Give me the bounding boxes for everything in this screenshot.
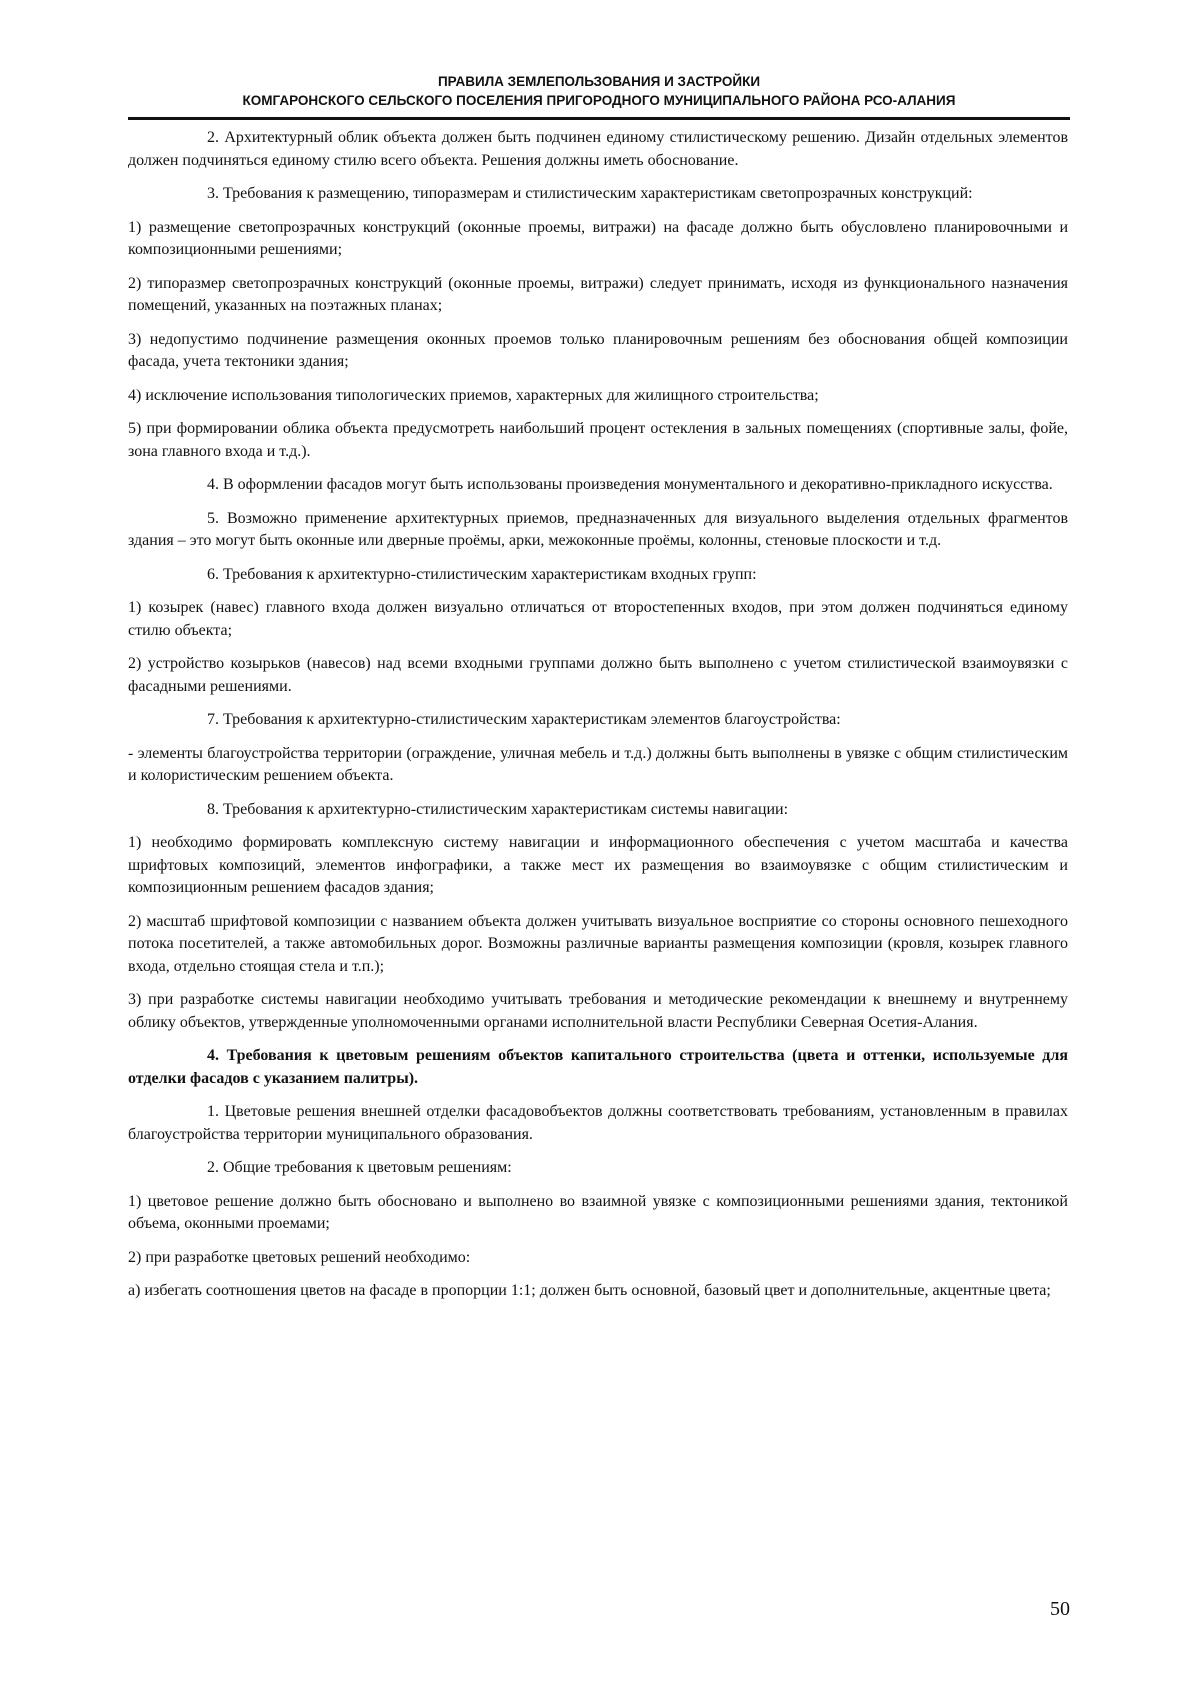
paragraph-item-4-art: 4. В оформлении фасадов могут быть использованы произведения монументального и декоративно-прикладного искусства.	[207, 476, 1053, 493]
header-title-line-2: КОМГАРОНСКОГО СЕЛЬСКОГО ПОСЕЛЕНИЯ ПРИГОРОДНОГО МУНИЦИПАЛЬНОГО РАЙОНА РСО-АЛАНИЯ	[242, 93, 956, 108]
list-item-landscaping: - элементы благоустройства территории (ограждение, уличная мебель и т.д.) должны быть выполнены в увязке с общим стилистическим и колористическим решением объекта.	[128, 744, 1068, 784]
list-item-glazing-3: 3) недопустимо подчинение размещения оконных проемов только планировочным решениям без обоснования общей композиции фасада, учета тектоники здания;	[128, 330, 1068, 370]
paragraph-item-2-architecture: 2. Архитектурный облик объекта должен быть подчинен единому стилистическому решению. Дизайн отдельных элементов должен подчиняться единому стилю всего объекта. Решения должны иметь обоснование.	[128, 129, 1068, 169]
list-item-glazing-1: 1) размещение светопрозрачных конструкций (оконные проемы, витражи) на фасаде должно быть обусловлено планировочными и композиционными решениями;	[128, 218, 1068, 258]
page-number: 50	[1050, 1598, 1070, 1620]
header-title-line-1: ПРАВИЛА ЗЕМЛЕПОЛЬЗОВАНИЯ И ЗАСТРОЙКИ	[437, 74, 761, 89]
list-item-navigation-2: 2) масштаб шрифтовой композиции с названием объекта должен учитывать визуальное восприятие со стороны основного пешеходного потока посетителей, а также автомобильных дорог. Возможны различные варианты размещения композиции (кровля, козырек главного входа, отдельно стоящая стела и т.п.);	[128, 912, 1068, 975]
section-heading-color-requirements: 4. Требования к цветовым решениям объектов капитального строительства (цвета и оттенки, используемые для отделки фасадов с указанием палитры).	[128, 1047, 1068, 1087]
paragraph-item-3-glazing-requirements: 3. Требования к размещению, типоразмерам и стилистическим характеристикам светопрозрачных конструкций:	[207, 185, 973, 202]
paragraph-item-6-entrances: 6. Требования к архитектурно-стилистическим характеристикам входных групп:	[207, 565, 757, 583]
paragraph-item-5-techniques: 5. Возможно применение архитектурных приемов, предназначенных для визуального выделения отдельных фрагментов здания – это могут быть оконные или дверные проёмы, арки, межоконные проёмы, колонны, стеновые плоскости и т.д.	[128, 509, 1068, 549]
list-item-glazing-4: 4) исключение использования типологических приемов, характерных для жилищного строительства;	[128, 386, 819, 404]
paragraph-color-item-2: 2. Общие требования к цветовым решениям:	[207, 1159, 512, 1176]
list-item-glazing-2: 2) типоразмер светопрозрачных конструкций (оконные проемы, витражи) следует принимать, исходя из функционального назначения помещений, указанных на поэтажных планах;	[128, 274, 1068, 314]
list-item-color-2a: а) избегать соотношения цветов на фасаде в пропорции 1:1; должен быть основной, базовый цвет и дополнительные, акцентные цвета;	[128, 1282, 1051, 1299]
header-divider	[128, 117, 1070, 120]
paragraph-item-8-navigation: 8. Требования к архитектурно-стилистическим характеристикам системы навигации:	[207, 800, 789, 818]
paragraph-color-item-1: 1. Цветовые решения внешней отделки фасадовобъектов должны соответствовать требованиям, установленным в правилах благоустройства территории муниципального образования.	[128, 1103, 1068, 1143]
list-item-color-2: 2) при разработке цветовых решений необходимо:	[128, 1248, 471, 1266]
list-item-glazing-5: 5) при формировании облика объекта предусмотреть наибольший процент остекления в зальных помещениях (спортивные залы, фойе, зона главного входа и т.д.).	[128, 420, 1068, 460]
paragraph-item-7-landscaping: 7. Требования к архитектурно-стилистическим характеристикам элементов благоустройства:	[207, 711, 841, 728]
list-item-navigation-3: 3) при разработке системы навигации необходимо учитывать требования и методические рекомендации к внешнему и внутреннему облику объектов, утвержденные уполномоченными органами исполнительной власти Республики Северная Осетия-Алания.	[128, 991, 1068, 1031]
running-header	[128, 72, 1070, 110]
document-body	[128, 127, 1068, 1314]
list-item-navigation-1: 1) необходимо формировать комплексную систему навигации и информационного обеспечения с учетом масштаба и качества шрифтовых композиций, элементов инфографики, а также мест их размещения во взаимоувязке с общим стилистическим и композиционным решением фасадов здания;	[128, 834, 1068, 896]
list-item-color-1: 1) цветовое решение должно быть обосновано и выполнено во взаимной увязке с композиционными решениями здания, тектоникой объема, оконными проемами;	[128, 1192, 1068, 1232]
list-item-entrance-1: 1) козырек (навес) главного входа должен визуально отличаться от второстепенных входов, при этом должен подчиняться единому стилю объекта;	[128, 599, 1068, 639]
list-item-entrance-2: 2) устройство козырьков (навесов) над всеми входными группами должно быть выполнено с учетом стилистической взаимоувязки с фасадными решениями.	[128, 655, 1068, 695]
